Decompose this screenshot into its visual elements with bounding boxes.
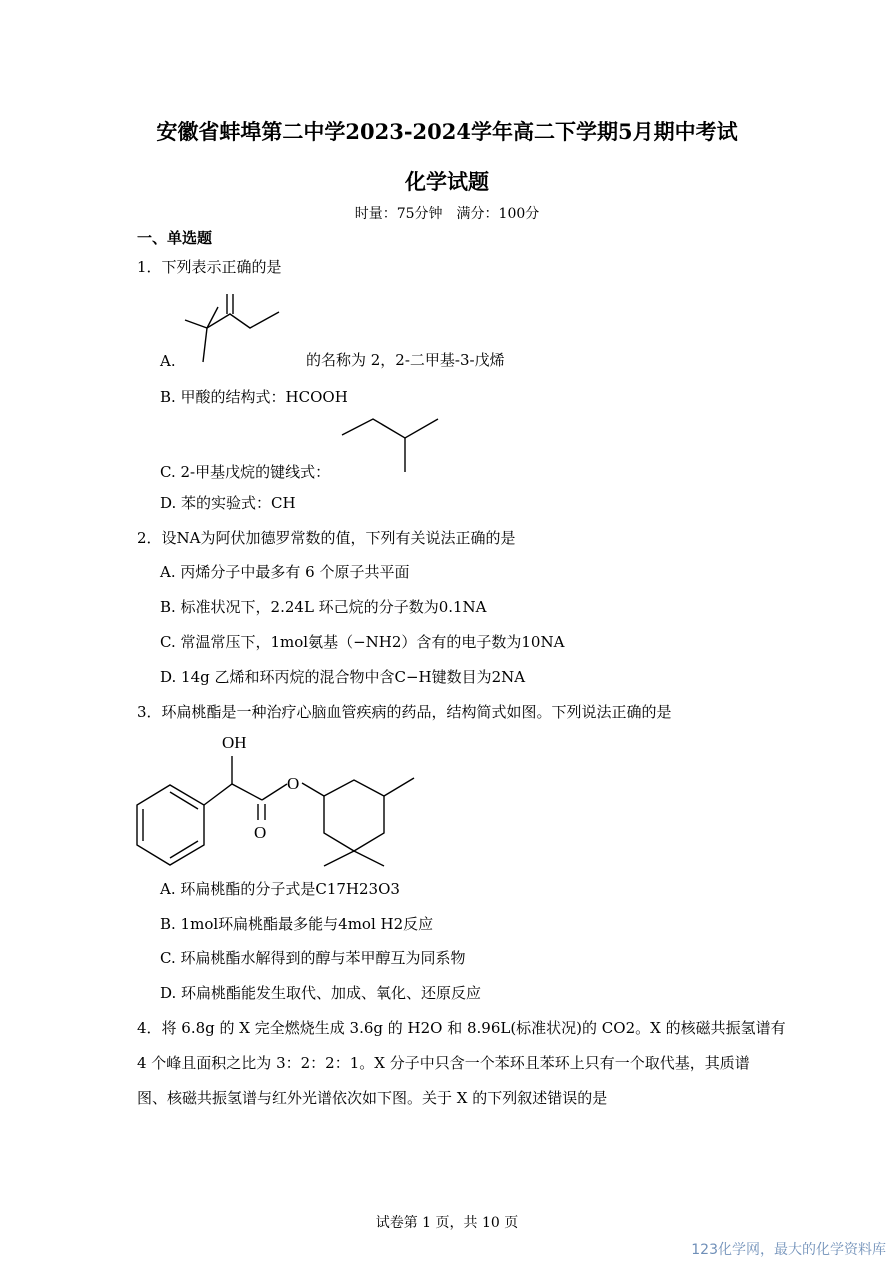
q1-option-c: C. 2-甲基戊烷的键线式： bbox=[160, 463, 331, 481]
q1-option-b: B. 甲酸的结构式：HCOOH bbox=[160, 388, 348, 406]
q1-option-c-structure bbox=[342, 416, 442, 476]
q2-stem: 2．设NA为阿伏加德罗常数的值，下列有关说法正确的是 bbox=[137, 529, 516, 547]
q1-option-d: D. 苯的实验式：CH bbox=[160, 494, 296, 512]
q3-option-b: B. 1mol环扁桃酯最多能与4mol H2反应 bbox=[160, 915, 434, 933]
q2-option-a: A. 丙烯分子中最多有 6 个原子共平面 bbox=[160, 563, 410, 581]
q3-carbonyl-oxygen: O bbox=[254, 823, 267, 842]
section-heading: 一、单选题 bbox=[137, 229, 213, 247]
q3-oh-label: OH bbox=[222, 733, 247, 752]
q4-line-3: 图、核磁共振氢谱与红外光谱依次如下图。关于 X 的下列叙述错误的是 bbox=[137, 1089, 608, 1107]
q2-option-b: B. 标准状况下，2.24L 环己烷的分子数为0.1NA bbox=[160, 598, 487, 616]
q4-line-2: 4 个峰且面积之比为 3：2：2：1。X 分子中只含一个苯环且苯环上只有一个取代基，其质谱 bbox=[137, 1054, 750, 1072]
q2-option-c: C. 常温常压下，1mol氨基（−NH2）含有的电子数为10NA bbox=[160, 633, 565, 651]
page-footer: 试卷第 1 页，共 10 页 bbox=[375, 1215, 519, 1231]
q4-line-1: 4．将 6.8g 的 X 完全燃烧生成 3.6g 的 H2O 和 8.96L(标准状况)的 CO2。X 的核磁共振氢谱有 bbox=[137, 1019, 786, 1037]
q3-ester-oxygen: O bbox=[287, 774, 300, 793]
q3-option-c: C. 环扁桃酯水解得到的醇与苯甲醇互为同系物 bbox=[160, 949, 466, 967]
site-watermark: 123化学网，最大的化学资料库 bbox=[691, 1242, 886, 1258]
q3-option-d: D. 环扁桃酯能发生取代、加成、氧化、还原反应 bbox=[160, 984, 482, 1002]
q1-stem: 1．下列表示正确的是 bbox=[137, 258, 282, 276]
q1-option-a-structure bbox=[185, 294, 305, 364]
exam-subtitle: 化学试题 bbox=[405, 169, 489, 194]
q1-option-a-label: A. bbox=[160, 352, 176, 370]
q3-structure bbox=[130, 728, 430, 868]
q2-option-d: D. 14g 乙烯和环丙烷的混合物中含C−H键数目为2NA bbox=[160, 668, 526, 686]
q1-option-a-text: 的名称为 2，2-二甲基-3-戊烯 bbox=[306, 351, 505, 369]
q3-stem: 3．环扁桃酯是一种治疗心脑血管疾病的药品，结构简式如图。下列说法正确的是 bbox=[137, 703, 672, 721]
exam-title: 安徽省蚌埠第二中学2023-2024学年高二下学期5月期中考试 bbox=[156, 119, 738, 144]
q3-option-a: A. 环扁桃酯的分子式是C17H23O3 bbox=[160, 880, 400, 898]
exam-meta: 时量：75分钟 满分：100分 bbox=[354, 206, 540, 222]
